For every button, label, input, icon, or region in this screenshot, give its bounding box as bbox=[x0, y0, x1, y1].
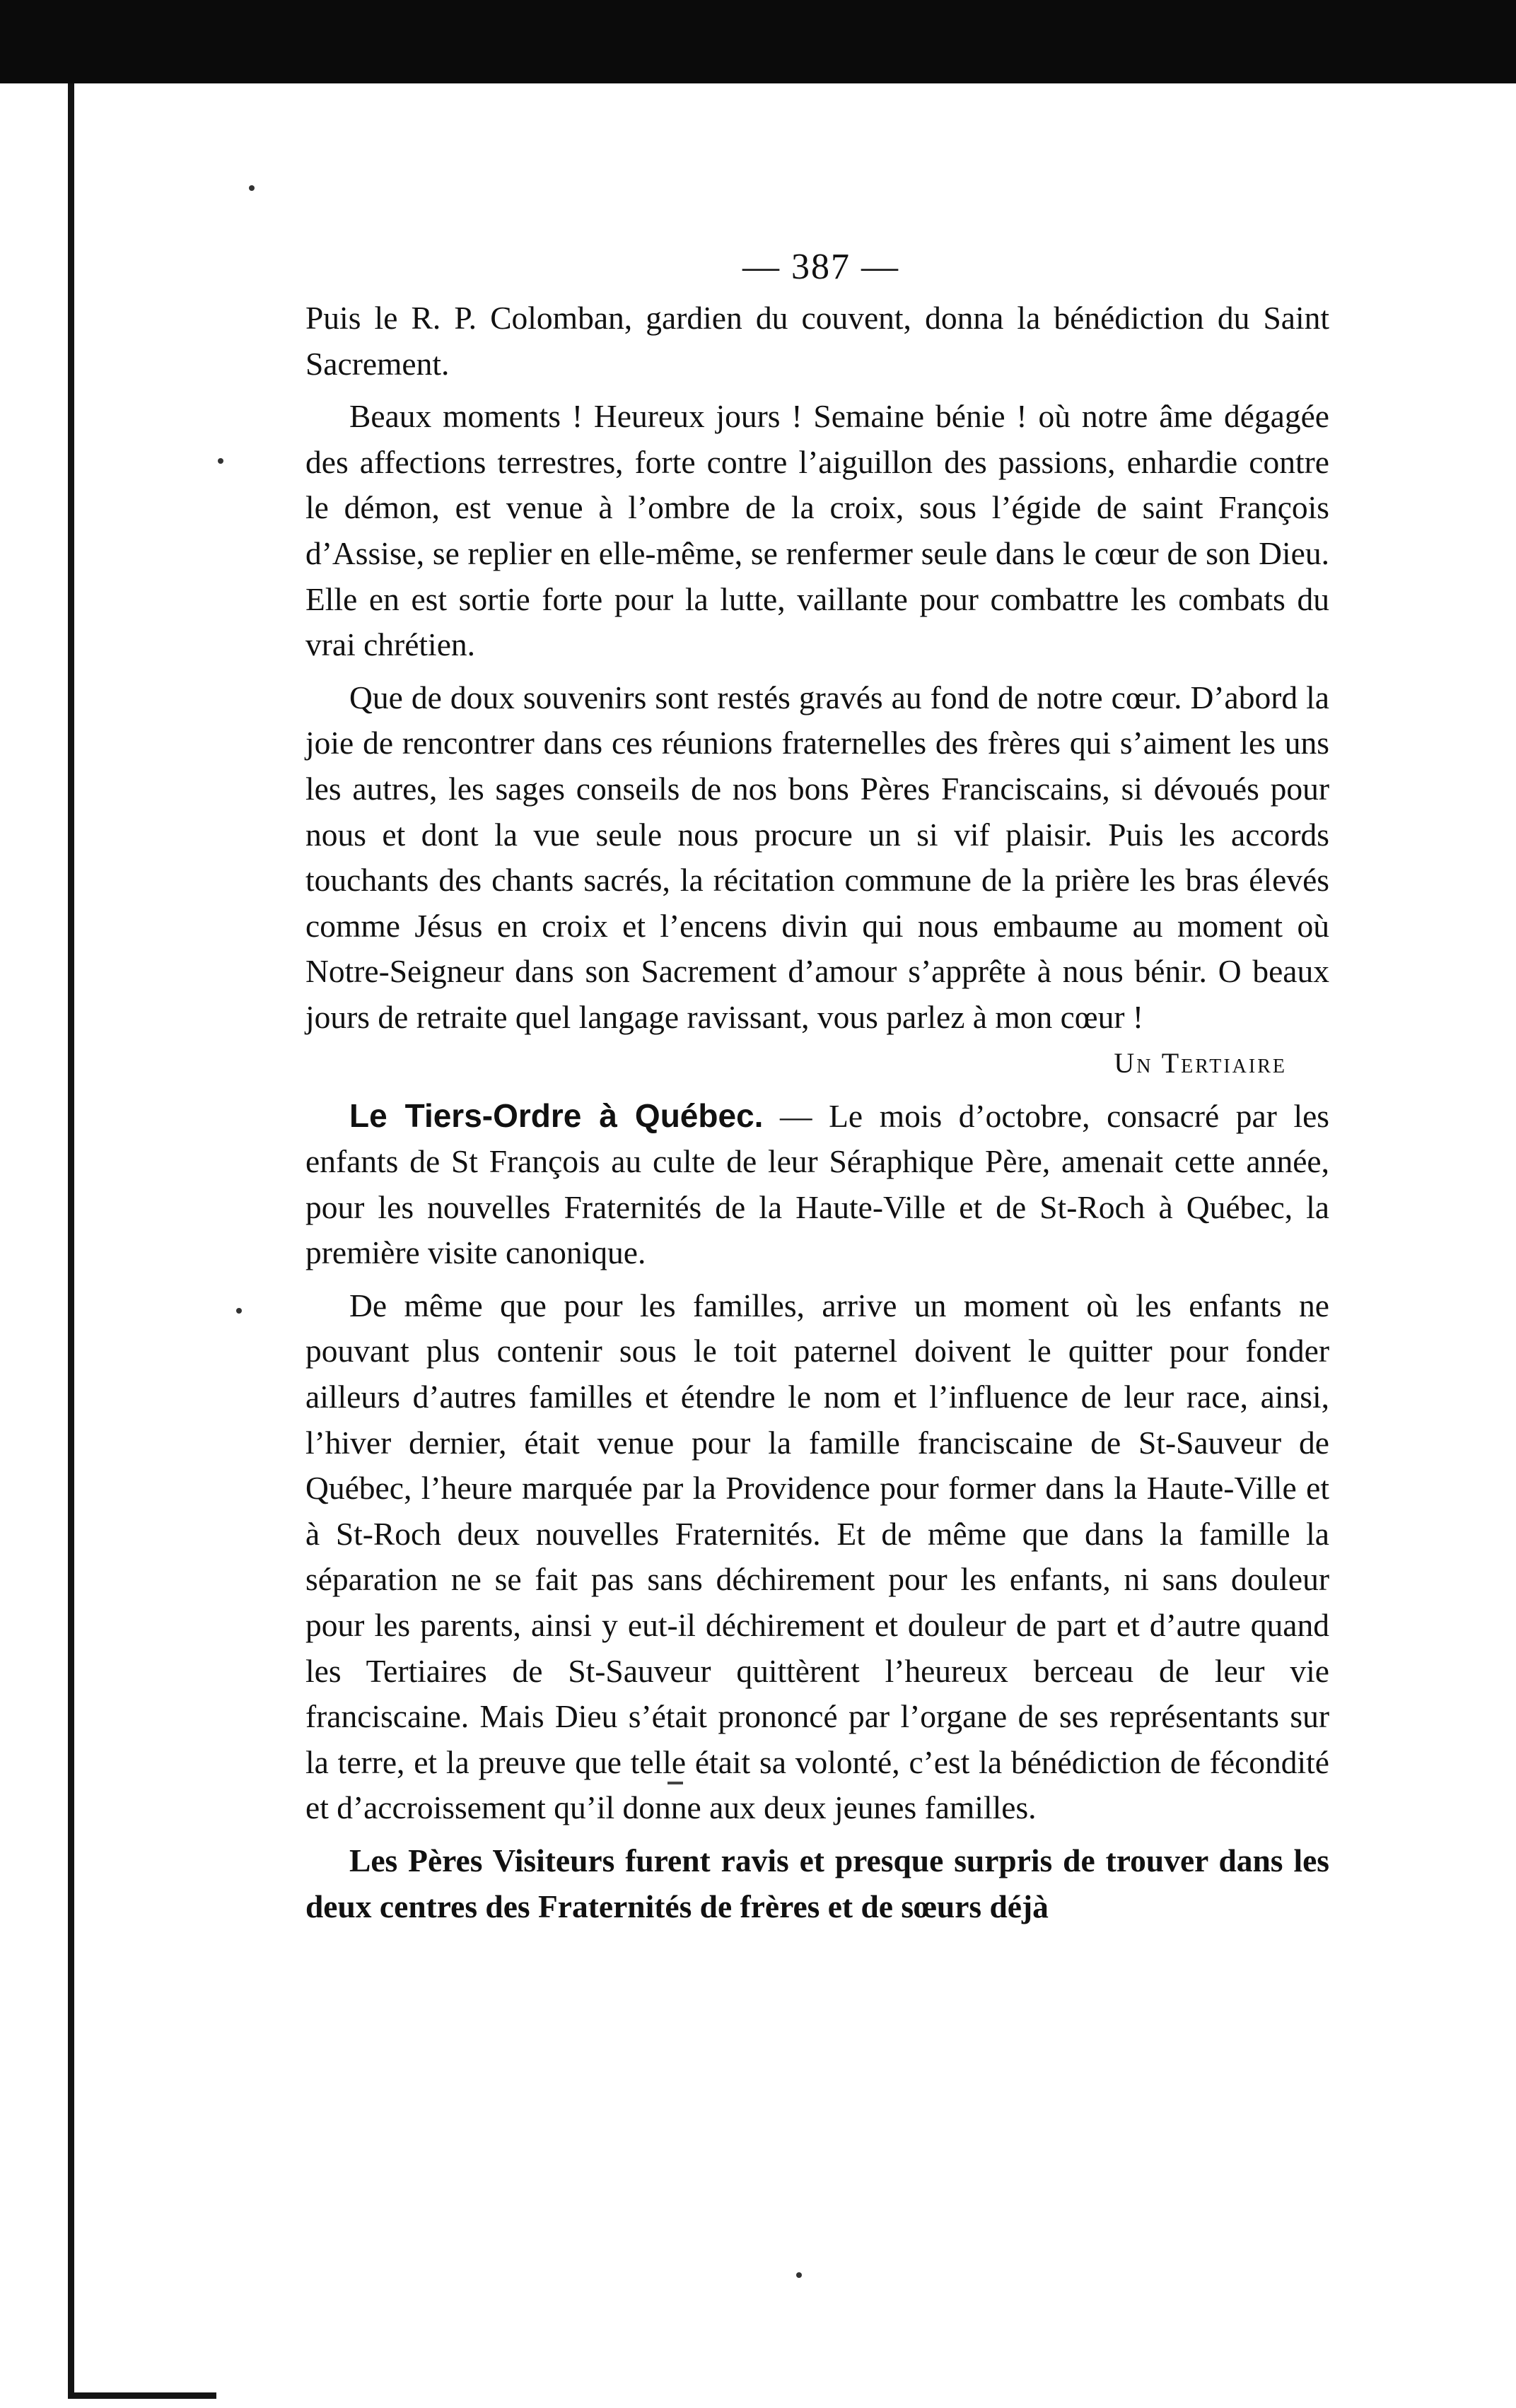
paragraph: De même que pour les familles, arrive un moment où les enfants ne pouvant plus contenir sous le toit paternel doivent le quitter pour fonder ailleurs d’autres familles et étendre le nom et l’influence de leur race, ainsi, l’hiver dernier, était venue pour la famille franciscaine de St-Sauveur de Québec, l’heure marquée par la Providence pour former dans la Haute-Ville et à St-Roch deux nouvelles Fraternités. Et de même que dans la famille la séparation ne se fait pas sans déchirement pour les enfants, ni sans douleur pour les parents, ainsi y eut-il déchirement et douleur de part et d’autre quand les Tertiaires de St-Sauveur quittèrent l’heureux berceau de leur vie franciscaine. Mais Dieu s’était prononcé par l’organe de ses représentants sur la terre, et la preuve que telle était sa volonté, c’est la bénédiction de fécondité et d’accroissement qu’il donne aux deux jeunes familles. bbox=[305, 1287, 1329, 1826]
section-heading: Le Tiers-Ordre à Québec. bbox=[349, 1097, 764, 1134]
scan-top-border bbox=[0, 0, 1516, 83]
page-number: — 387 — bbox=[742, 247, 899, 287]
paragraph bbox=[305, 1093, 1329, 1276]
paragraph: Puis le R. P. Colomban, gardien du couvent, donna la bénédiction du Saint Sacrement. bbox=[305, 300, 1329, 382]
scan-bottom-border bbox=[68, 2392, 216, 2399]
scan-speck bbox=[796, 2272, 802, 2278]
signature: Un Tertiaire bbox=[1114, 1046, 1287, 1079]
scan-speck bbox=[218, 458, 223, 464]
paragraph: Beaux moments ! Heureux jours ! Semaine bénie ! où notre âme dégagée des affections terrestres, forte contre l’aiguillon des passions, enhardie contre le démon, est venue à l’ombre de la croix, sous l’égide de saint François d’Assise, se replier en elle-même, se renfermer seule dans le cœur de son Dieu. Elle en est sortie forte pour la lutte, vaillante pour combattre les combats du vrai chrétien. bbox=[305, 398, 1329, 663]
scan-left-border bbox=[68, 83, 74, 2397]
scan-speck bbox=[236, 1308, 242, 1314]
paragraph-text: — Le mois d’octobre, consacré par les enfants de St François au culte de leur Séraphique Père, amenait cette année, pour les nouvelles Fraternités de la Haute-Ville et de St-Roch à Québec, la première visite canonique. bbox=[305, 1097, 1330, 1271]
paragraph: Que de doux souvenirs sont restés gravés au fond de notre cœur. D’abord la joie de rencontrer dans ces réunions fraternelles des frères qui s’aiment les uns les autres, les sages conseils de nos bons Pères Franciscains, si dévoués pour nous et dont la vue seule nous procure un si vif plaisir. Puis les accords touchants des chants sacrés, la récitation commune de la prière les bras élevés comme Jésus en croix et l’encens divin qui nous embaume au moment où Notre-Seigneur dans son Sacrement d’amour s’apprête à nous bénir. O beaux jours de retraite quel langage ravissant, vous parlez à mon cœur ! bbox=[305, 679, 1329, 1035]
paragraph: Les Pères Visiteurs furent ravis et presque surpris de trouver dans les deux centres des Fraternités de frères et de sœurs déjà bbox=[305, 1842, 1329, 1924]
page-body bbox=[305, 296, 1329, 1936]
scan-speck bbox=[249, 185, 255, 191]
